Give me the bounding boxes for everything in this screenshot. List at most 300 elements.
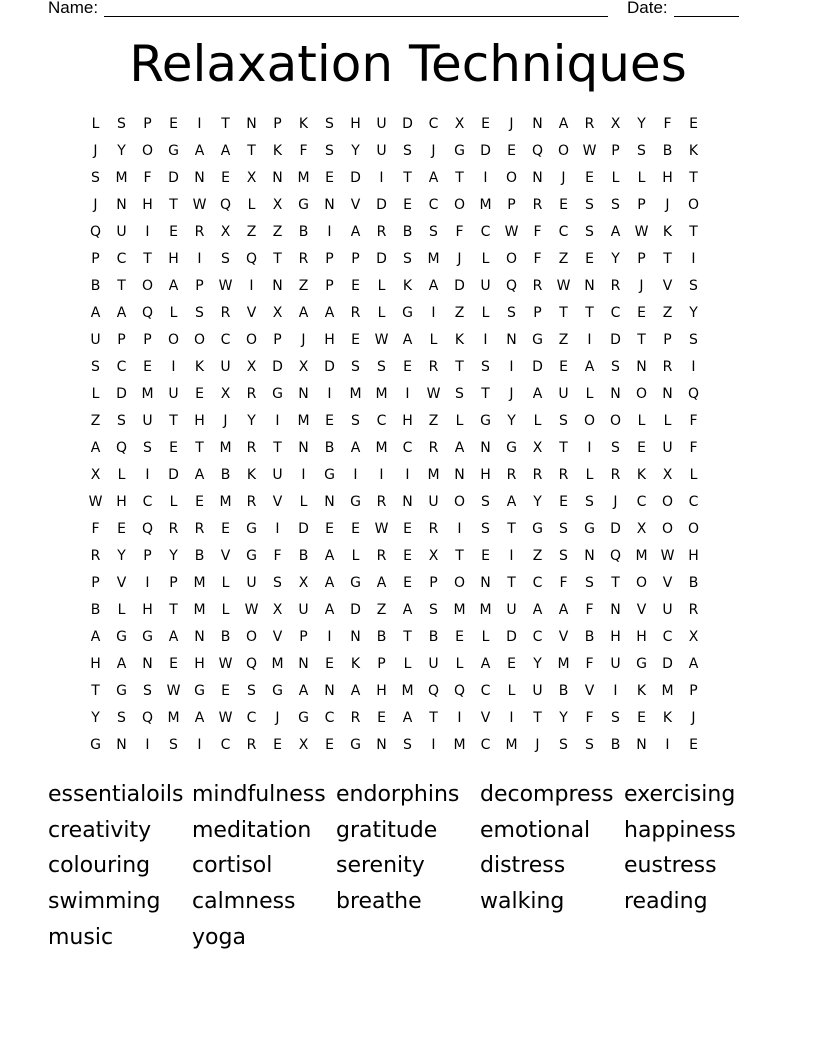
grid-letter: D [610, 521, 622, 537]
grid-letter: S [429, 602, 439, 618]
grid-letter: H [168, 251, 180, 267]
grid-letter: E [351, 332, 361, 348]
grid-letter: N [584, 548, 596, 564]
grid-letter: N [116, 737, 128, 753]
grid-letter: D [376, 197, 388, 213]
grid-letter: G [350, 494, 362, 510]
grid-letter: P [533, 305, 543, 321]
grid-letter: R [532, 467, 544, 483]
grid-letter: E [585, 170, 595, 186]
grid-letter: X [90, 467, 102, 483]
grid-letter: S [325, 116, 335, 132]
grid-letter: L [637, 413, 647, 429]
grid-letter: K [662, 224, 674, 240]
grid-letter: L [533, 413, 543, 429]
grid-letter: C [402, 440, 414, 456]
grid-letter: H [402, 413, 414, 429]
grid-letter: R [584, 116, 596, 132]
grid-letter: D [350, 602, 362, 618]
grid-letter: A [168, 278, 180, 294]
grid-letter: M [427, 251, 441, 267]
grid-letter: S [143, 683, 153, 699]
grid-letter: G [116, 683, 128, 699]
grid-letter: A [194, 143, 206, 159]
grid-letter: P [273, 332, 283, 348]
grid-letter: W [504, 224, 520, 240]
grid-letter: X [220, 224, 232, 240]
grid-letter: X [532, 440, 544, 456]
grid-letter: J [665, 197, 671, 213]
grid-letter: C [376, 413, 388, 429]
grid-letter: S [273, 575, 283, 591]
grid-letter: B [428, 629, 440, 645]
grid-letter: L [299, 494, 309, 510]
grid-letter: H [324, 332, 336, 348]
grid-letter: G [454, 143, 466, 159]
grid-letter: W [244, 602, 260, 618]
grid-letter: W [192, 197, 208, 213]
grid-letter: D [168, 170, 180, 186]
grid-letter: X [298, 575, 310, 591]
grid-letter: E [637, 710, 647, 726]
grid-letter: T [455, 359, 465, 375]
grid-letter: X [610, 116, 622, 132]
grid-letter: A [532, 386, 544, 402]
grid-letter: J [457, 251, 463, 267]
grid-letter: E [403, 197, 413, 213]
grid-letter: I [145, 737, 151, 753]
grid-letter: S [325, 143, 335, 159]
grid-letter: S [585, 737, 595, 753]
grid-letter: P [663, 332, 673, 348]
grid-letter: E [325, 413, 335, 429]
grid-letter: H [688, 548, 700, 564]
grid-letter: L [481, 629, 491, 645]
grid-letter: E [351, 521, 361, 537]
grid-letter: A [220, 143, 232, 159]
grid-letter: D [168, 467, 180, 483]
grid-letter: P [143, 116, 153, 132]
grid-letter: Y [117, 143, 127, 159]
grid-letter: S [351, 359, 361, 375]
grid-letter: V [350, 197, 362, 213]
grid-letter: T [247, 143, 257, 159]
grid-letter: S [117, 116, 127, 132]
grid-row [83, 543, 707, 570]
grid-row [83, 354, 707, 381]
grid-letter: X [428, 548, 440, 564]
grid-letter: D [298, 521, 310, 537]
grid-letter: A [506, 494, 518, 510]
grid-letter: T [481, 386, 491, 402]
grid-letter: E [481, 116, 491, 132]
grid-letter: Q [687, 386, 701, 402]
grid-letter: N [662, 386, 674, 402]
grid-letter: P [299, 629, 309, 645]
word-list-item: eustress [624, 853, 717, 879]
grid-letter: R [662, 359, 674, 375]
grid-letter: N [194, 629, 206, 645]
grid-letter: M [193, 575, 207, 591]
grid-row [83, 111, 707, 138]
grid-letter: D [324, 359, 336, 375]
grid-letter: J [509, 386, 515, 402]
word-list-item: meditation [192, 817, 312, 843]
grid-letter: G [532, 332, 544, 348]
grid-letter: R [168, 521, 180, 537]
grid-letter: K [454, 332, 466, 348]
grid-letter: T [585, 305, 595, 321]
grid-letter: B [298, 224, 310, 240]
grid-letter: A [90, 440, 102, 456]
grid-letter: B [194, 548, 206, 564]
grid-letter: G [532, 521, 544, 537]
grid-letter: V [116, 575, 128, 591]
grid-letter: C [636, 494, 648, 510]
grid-letter: D [532, 359, 544, 375]
grid-letter: V [220, 548, 232, 564]
grid-letter: T [403, 629, 413, 645]
grid-letter: E [507, 656, 517, 672]
grid-letter: Z [454, 305, 466, 321]
grid-letter: L [507, 683, 517, 699]
grid-letter: H [90, 656, 102, 672]
grid-row [83, 570, 707, 597]
grid-letter: K [662, 710, 674, 726]
grid-letter: Q [505, 278, 519, 294]
grid-letter: X [272, 197, 284, 213]
word-list-item: colouring [48, 853, 151, 879]
grid-letter: R [610, 278, 622, 294]
grid-letter: X [688, 629, 700, 645]
grid-letter: G [584, 521, 596, 537]
grid-letter: A [610, 224, 622, 240]
grid-letter: M [401, 683, 415, 699]
date-line [674, 16, 739, 17]
grid-letter: W [218, 278, 234, 294]
grid-letter: L [663, 413, 673, 429]
grid-letter: R [376, 548, 388, 564]
grid-letter: D [350, 170, 362, 186]
grid-letter: I [379, 170, 385, 186]
grid-letter: P [351, 251, 361, 267]
grid-letter: T [403, 170, 413, 186]
name-label: Name: [48, 0, 99, 17]
grid-letter: I [327, 629, 333, 645]
grid-letter: J [301, 332, 307, 348]
grid-letter: O [687, 197, 701, 213]
grid-letter: N [454, 467, 466, 483]
grid-letter: B [688, 575, 700, 591]
grid-letter: N [480, 575, 492, 591]
grid-letter: M [297, 170, 311, 186]
grid-letter: C [428, 116, 440, 132]
grid-letter: X [454, 116, 466, 132]
grid-letter: R [428, 521, 440, 537]
grid-letter: I [613, 683, 619, 699]
grid-letter: E [221, 521, 231, 537]
grid-letter: L [221, 602, 231, 618]
grid-letter: P [429, 575, 439, 591]
grid-letter: Q [245, 251, 259, 267]
grid-letter: D [454, 278, 466, 294]
grid-letter: B [220, 467, 232, 483]
grid-letter: C [480, 224, 492, 240]
grid-letter: T [91, 683, 101, 699]
grid-letter: I [171, 359, 177, 375]
grid-letter: N [532, 170, 544, 186]
grid-letter: P [91, 251, 101, 267]
grid-letter: I [145, 224, 151, 240]
grid-letter: H [142, 602, 154, 618]
grid-letter: C [558, 224, 570, 240]
grid-letter: I [145, 467, 151, 483]
grid-letter: E [481, 548, 491, 564]
grid-letter: V [584, 683, 596, 699]
grid-letter: E [169, 116, 179, 132]
grid-letter: S [403, 143, 413, 159]
grid-letter: P [143, 548, 153, 564]
grid-letter: S [585, 494, 595, 510]
grid-letter: E [325, 656, 335, 672]
grid-letter: O [453, 575, 467, 591]
grid-letter: O [635, 575, 649, 591]
grid-letter: C [480, 737, 492, 753]
date-label: Date: [627, 0, 668, 17]
word-list-item: distress [480, 853, 566, 879]
grid-letter: A [350, 683, 362, 699]
word-list-item: emotional [480, 817, 591, 843]
grid-letter: S [169, 737, 179, 753]
grid-letter: O [453, 197, 467, 213]
grid-letter: T [507, 521, 517, 537]
grid-letter: K [194, 359, 206, 375]
grid-letter: E [507, 143, 517, 159]
grid-row [83, 489, 707, 516]
grid-letter: U [90, 332, 102, 348]
grid-letter: E [351, 278, 361, 294]
grid-letter: R [688, 602, 700, 618]
grid-letter: S [481, 359, 491, 375]
grid-letter: P [377, 656, 387, 672]
word-list-item: serenity [336, 853, 425, 879]
grid-letter: I [405, 467, 411, 483]
grid-letter: D [376, 251, 388, 267]
grid-letter: M [375, 440, 389, 456]
grid-letter: A [350, 224, 362, 240]
grid-letter: Q [141, 521, 155, 537]
grid-letter: G [298, 197, 310, 213]
grid-letter: W [374, 521, 390, 537]
grid-row [83, 165, 707, 192]
grid-letter: Y [611, 251, 621, 267]
grid-letter: J [535, 737, 541, 753]
grid-letter: V [662, 278, 674, 294]
grid-letter: A [116, 305, 128, 321]
grid-letter: I [509, 359, 515, 375]
grid-letter: A [350, 440, 362, 456]
grid-row [83, 408, 707, 435]
grid-letter: S [403, 251, 413, 267]
grid-letter: E [637, 440, 647, 456]
grid-letter: J [93, 197, 99, 213]
grid-letter: E [325, 737, 335, 753]
grid-letter: O [453, 494, 467, 510]
grid-letter: T [195, 440, 205, 456]
grid-letter: R [376, 494, 388, 510]
grid-letter: J [613, 494, 619, 510]
grid-letter: I [431, 305, 437, 321]
grid-letter: S [611, 359, 621, 375]
grid-letter: K [688, 143, 700, 159]
grid-letter: H [662, 170, 674, 186]
grid-letter: G [506, 440, 518, 456]
grid-letter: F [585, 656, 595, 672]
grid-letter: T [429, 710, 439, 726]
grid-letter: G [90, 737, 102, 753]
grid-letter: Y [91, 710, 101, 726]
grid-letter: T [507, 575, 517, 591]
grid-letter: I [327, 386, 333, 402]
grid-letter: D [480, 143, 492, 159]
grid-letter: P [117, 332, 127, 348]
grid-letter: W [582, 143, 598, 159]
grid-letter: S [689, 332, 699, 348]
grid-letter: V [558, 629, 570, 645]
grid-letter: N [246, 116, 258, 132]
grid-letter: E [403, 359, 413, 375]
grid-letter: C [610, 305, 622, 321]
grid-letter: U [142, 413, 154, 429]
grid-letter: T [273, 440, 283, 456]
grid-letter: X [298, 359, 310, 375]
grid-letter: Z [662, 305, 674, 321]
grid-letter: S [585, 197, 595, 213]
grid-letter: S [481, 521, 491, 537]
grid-letter: W [634, 224, 650, 240]
grid-letter: T [663, 251, 673, 267]
grid-letter: L [351, 548, 361, 564]
grid-letter: M [115, 170, 129, 186]
grid-letter: M [219, 494, 233, 510]
grid-letter: P [637, 251, 647, 267]
grid-letter: P [325, 251, 335, 267]
grid-letter: T [455, 548, 465, 564]
grid-letter: S [221, 251, 231, 267]
grid-letter: L [221, 575, 231, 591]
grid-letter: U [376, 116, 388, 132]
grid-letter: U [376, 143, 388, 159]
grid-letter: N [194, 170, 206, 186]
word-list [48, 777, 788, 956]
grid-letter: Q [453, 683, 467, 699]
grid-letter: H [350, 116, 362, 132]
grid-letter: N [324, 197, 336, 213]
grid-letter: A [116, 656, 128, 672]
grid-letter: M [219, 440, 233, 456]
grid-letter: O [245, 332, 259, 348]
grid-letter: I [509, 710, 515, 726]
grid-letter: A [428, 170, 440, 186]
grid-letter: E [325, 521, 335, 537]
grid-letter: E [221, 170, 231, 186]
word-list-item: exercising [624, 782, 736, 807]
grid-letter: S [195, 305, 205, 321]
grid-letter: O [245, 629, 259, 645]
grid-letter: M [479, 602, 493, 618]
grid-letter: J [509, 116, 515, 132]
grid-letter: O [583, 413, 597, 429]
grid-letter: T [169, 413, 179, 429]
grid-letter: E [559, 494, 569, 510]
grid-letter: C [246, 710, 258, 726]
grid-letter: F [299, 143, 309, 159]
grid-letter: E [325, 170, 335, 186]
name-line [104, 16, 608, 17]
grid-letter: U [168, 386, 180, 402]
grid-letter: F [663, 116, 673, 132]
grid-letter: C [688, 494, 700, 510]
grid-letter: R [558, 467, 570, 483]
grid-letter: H [610, 629, 622, 645]
grid-letter: G [246, 548, 258, 564]
grid-letter: O [141, 278, 155, 294]
grid-letter: R [246, 440, 258, 456]
grid-letter: I [327, 224, 333, 240]
grid-letter: Y [559, 710, 569, 726]
grid-letter: A [480, 656, 492, 672]
grid-letter: D [506, 629, 518, 645]
grid-letter: T [689, 224, 699, 240]
grid-letter: U [558, 386, 570, 402]
grid-letter: J [93, 143, 99, 159]
grid-letter: N [324, 494, 336, 510]
grid-letter: Y [507, 413, 517, 429]
grid-letter: U [506, 602, 518, 618]
grid-letter: T [273, 251, 283, 267]
grid-letter: V [272, 629, 284, 645]
grid-letter: L [91, 116, 101, 132]
grid-letter: M [297, 413, 311, 429]
grid-letter: D [272, 359, 284, 375]
grid-letter: A [402, 332, 414, 348]
grid-letter: C [324, 710, 336, 726]
grid-letter: B [610, 737, 622, 753]
grid-letter: D [402, 116, 414, 132]
grid-letter: R [376, 224, 388, 240]
grid-letter: G [272, 386, 284, 402]
grid-letter: L [585, 386, 595, 402]
grid-letter: G [142, 629, 154, 645]
grid-letter: E [637, 305, 647, 321]
grid-letter: R [350, 710, 362, 726]
word-list-item: happiness [624, 817, 736, 843]
grid-letter: X [636, 521, 648, 537]
grid-letter: I [197, 251, 203, 267]
grid-letter: E [689, 116, 699, 132]
grid-letter: A [194, 467, 206, 483]
grid-letter: K [350, 656, 362, 672]
grid-letter: R [194, 521, 206, 537]
grid-letter: A [454, 440, 466, 456]
grid-letter: Q [531, 143, 545, 159]
grid-letter: J [223, 413, 229, 429]
grid-row [83, 327, 707, 354]
grid-letter: N [116, 197, 128, 213]
grid-letter: Q [141, 305, 155, 321]
grid-row [83, 462, 707, 489]
grid-letter: Q [89, 224, 103, 240]
